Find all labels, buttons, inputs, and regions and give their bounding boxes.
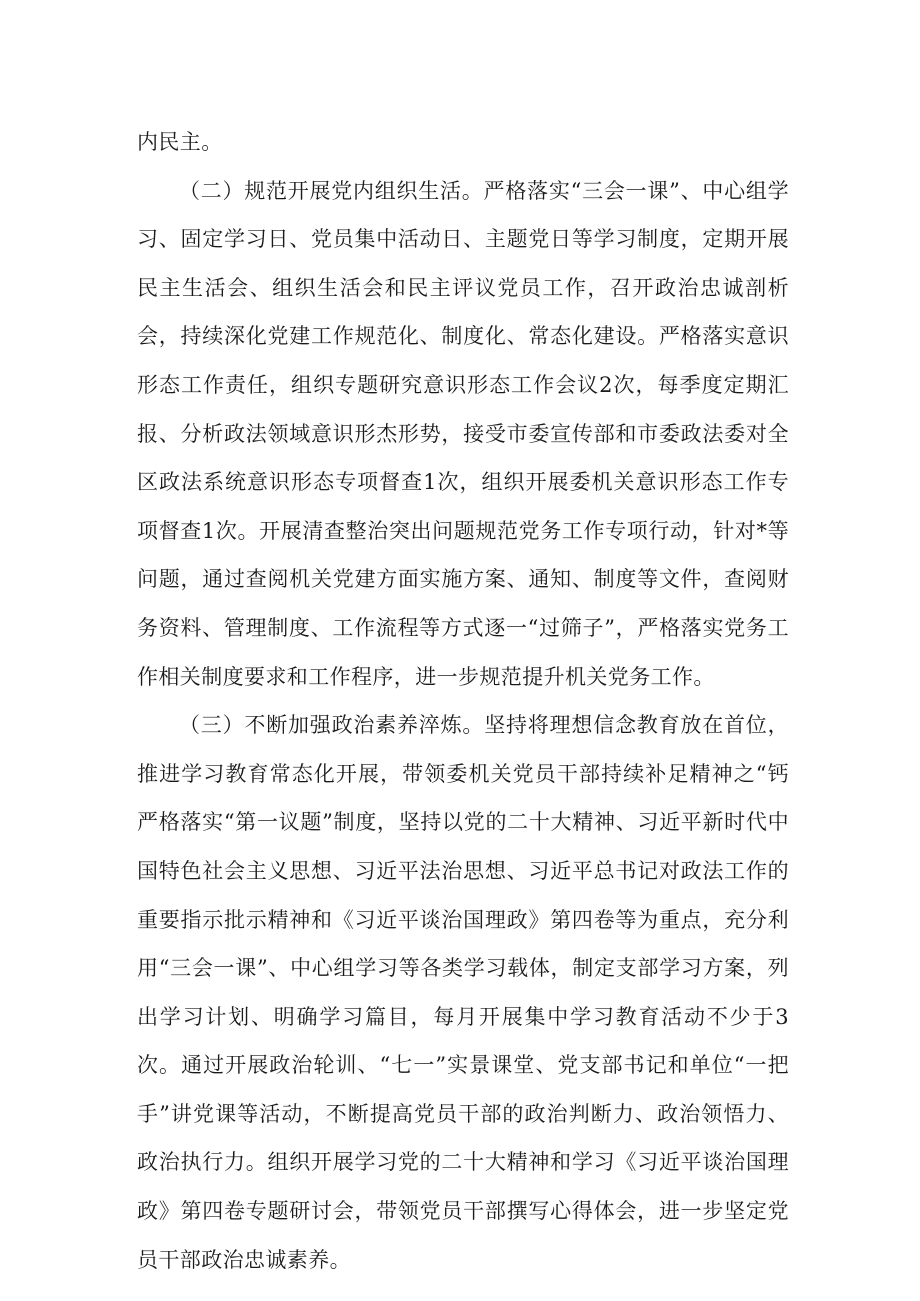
paragraph-section-two: （二）规范开展党内组织生活。严格落实“三会一课”、中心组学习、固定学习日、党员集中活动日、主题党日等学习制度，定期开展民主生活会、组织生活会和民主评议党员工作，召开政治忠诚剖析会，持续深化党建工作规范化、制度化、常态化建设。严格落实意识形态工作责任，组织专题研究意识形态工作会议2次，每季度定期汇报、分析政法领域意识形杰形势，接受市委宣传部和市委政法委对全区政法系统意识形态专项督查1次，组织开展委机关意识形态工作专项督查1次。开展清查整治突出问题规范党务工作专项行动，针对*等问题，通过查阅机关党建方面实施方案、通知、制度等文件，查阅财务资料、管理制度、工作流程等方式逐一“过筛子”，严格落实党务工作相关制度要求和工作程序，进一步规范提升机关党务工作。: [137, 178, 789, 689]
document-body: [137, 118, 789, 1284]
paragraph-continuation: 内民主。: [137, 130, 223, 154]
paragraph-section-three: （三）不断加强政治素养淬炼。坚持将理想信念教育放在首位，推进学习教育常态化开展，带领委机关党员干部持续补足精神之“钙严格落实“第一议题”制度，坚持以党的二十大精神、习近平新时代中国特色社会主义思想、习近平法治思想、习近平总书记对政法工作的重要指示批示精神和《习近平谈治国理政》第四卷等为重点，充分利用“三会一课”、中心组学习等各类学习载体，制定支部学习方案，列出学习计划、明确学习篇目，每月开展集中学习教育活动不少于3次。通过开展政治轮训、“七一”实景课堂、党支部书记和单位“一把手”讲党课等活动，不断提高党员干部的政治判断力、政治领悟力、政治执行力。组织开展学习党的二十大精神和学习《习近平谈治国理政》第四卷专题研讨会，带领党员干部撰写心得体会，进一步坚定党员干部政治忠诚素养。: [137, 713, 789, 1272]
